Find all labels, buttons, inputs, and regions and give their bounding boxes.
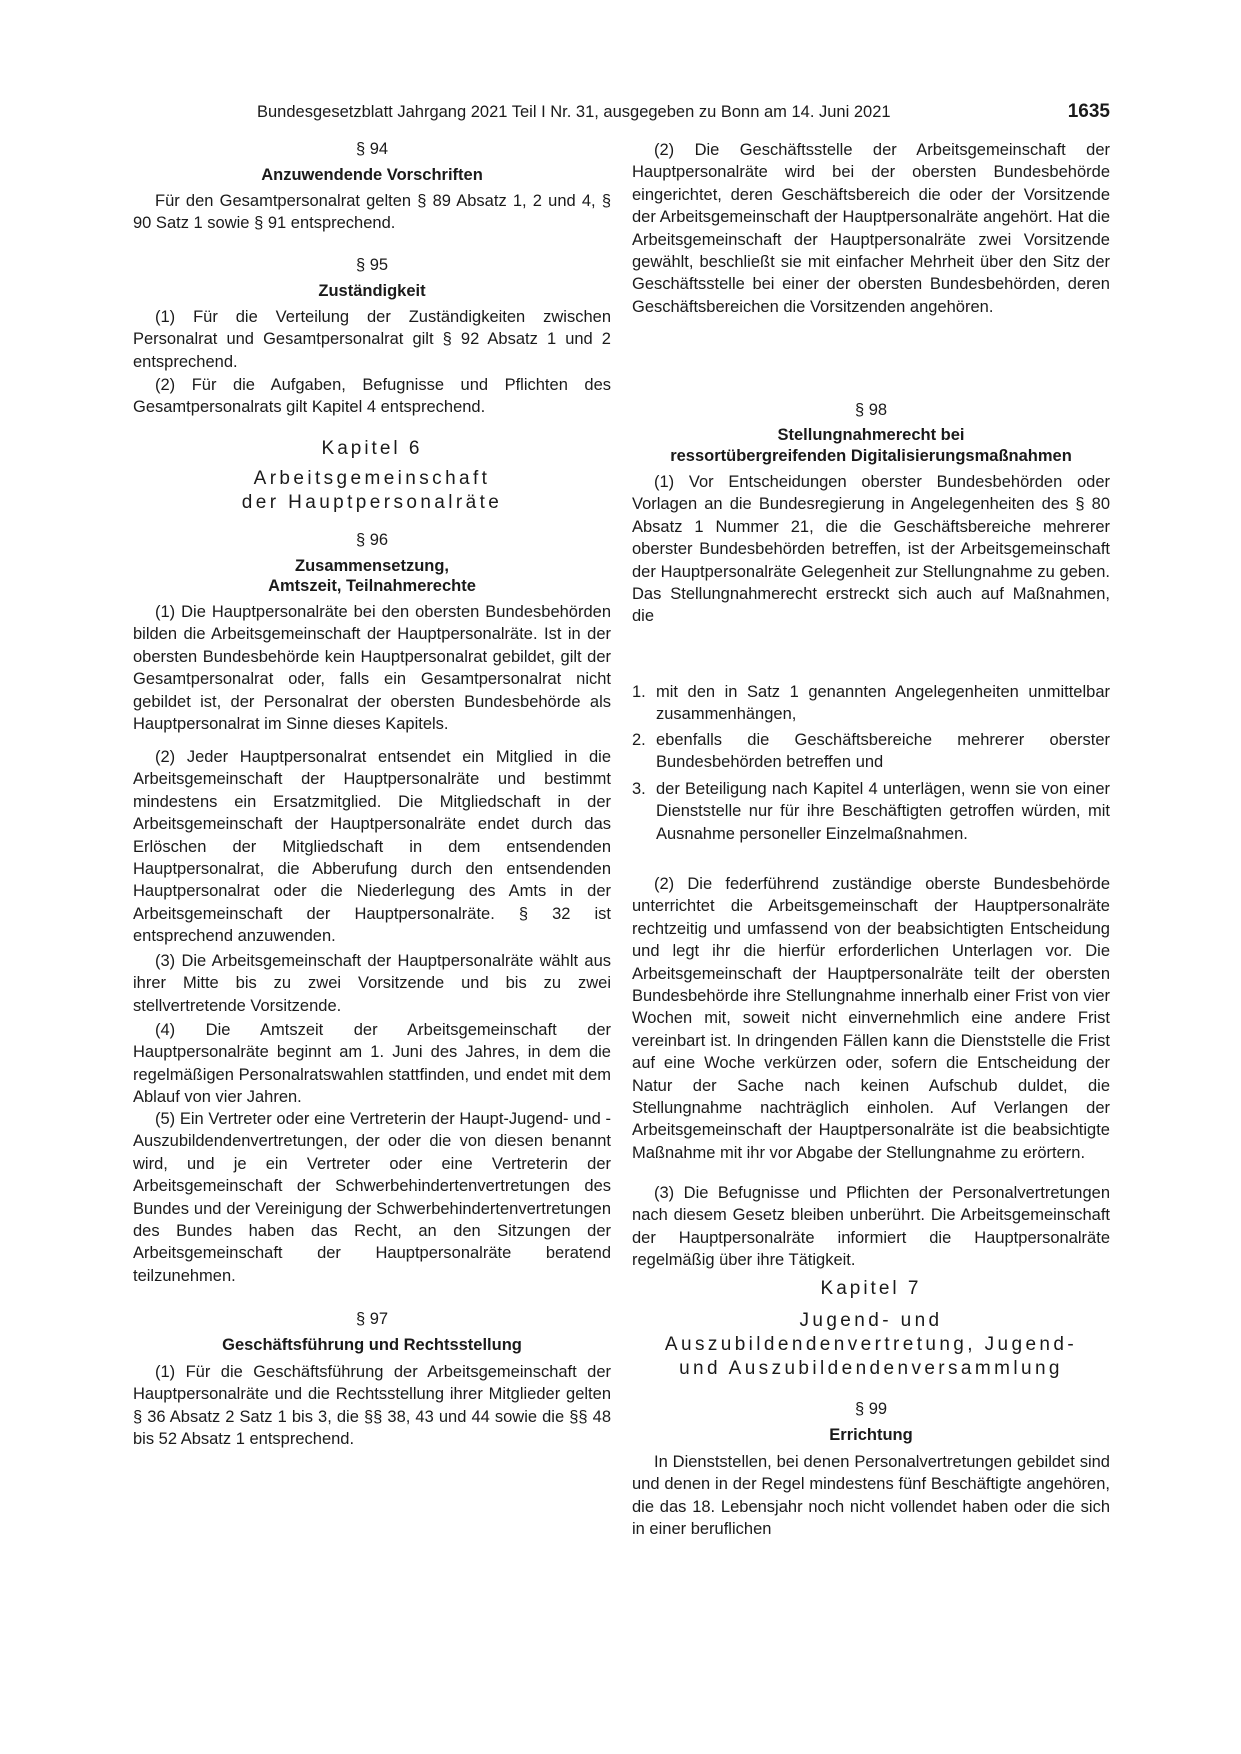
section-94-heading: Anzuwendende Vorschriften: [261, 166, 483, 184]
page-number: 1635: [1067, 101, 1110, 122]
section-98-heading-line-1: Stellungnahmerecht bei: [777, 426, 965, 444]
section-98-number: § 98: [854, 401, 888, 419]
chapter-7-title-line-2: Auszubildendenvertretung, Jugend-: [664, 1334, 1078, 1355]
section-95-heading: Zuständigkeit: [318, 282, 426, 300]
section-96-paragraph-4: (4) Die Amtszeit der Arbeitsgemeinschaft der Hauptpersonalräte beginnt am 1. Juni des Jahres, in dem die regelmäßigen Personalratswahlen stattfinden, und endet mit dem Ablauf von vier Jahren.: [133, 1021, 611, 1107]
chapter-7-title-line-3: und Auszubildendenversammlung: [679, 1358, 1063, 1379]
chapter-7-title-line-1: Jugend- und: [799, 1310, 943, 1331]
list-item-text: der Beteiligung nach Kapitel 4 unterlägen, wenn sie von einer Dienststelle nur für ihre Beschäftigten getroffen würden, mit Ausnahme personeller Einzelmaßnahmen.: [656, 780, 1110, 843]
chapter-6-title-line-1: Arbeitsgemeinschaft: [253, 468, 491, 489]
list-item-2: [632, 729, 1110, 774]
section-94-number: § 94: [355, 140, 389, 158]
section-96-number: § 96: [355, 531, 389, 549]
section-97-paragraph-2: (2) Die Geschäftsstelle der Arbeitsgemeinschaft der Hauptpersonalräte wird bei der obersten Bundesbehörde eingerichtet, deren Geschäftsbereich die oder der Vorsitzende der Arbeitsgemeinschaft der Hauptpersonalräte angehört. Hat die Arbeitsgemeinschaft der Hauptpersonalräte zwei Vorsitzende gewählt, beschließt sie mit einfacher Mehrheit über den Sitz der Geschäftsstelle bei einer der obersten Bundesbehörden, deren Geschäftsbereichen die Vorsitzenden angehören.: [632, 141, 1110, 316]
section-99-paragraph-1: In Dienststellen, bei denen Personalvertretungen gebildet sind und denen in der Regel mindestens fünf Beschäftigte angehören, die das 18. Lebensjahr noch nicht vollendet haben oder die sich in einer beruflichen: [632, 1453, 1110, 1539]
section-97-paragraph-1: (1) Für die Geschäftsführung der Arbeitsgemeinschaft der Hauptpersonalräte und die Rechtsstellung ihrer Mitglieder gelten § 36 Absatz 2 Satz 1 bis 3, die §§ 38, 43 und 44 sowie die §§ 48 bis 52 Absatz 1 entsprechend.: [133, 1363, 611, 1449]
list-item-text: ebenfalls die Geschäftsbereiche mehrerer oberster Bundesbehörden betreffen und: [656, 731, 1110, 772]
list-item-number: 1.: [632, 683, 646, 701]
section-99-heading: Errichtung: [829, 1426, 913, 1444]
chapter-7-label: Kapitel 7: [820, 1278, 922, 1299]
section-98-heading-line-2: ressortübergreifenden Digitalisierungsmaßnahmen: [670, 447, 1072, 465]
section-97-heading: Geschäftsführung und Rechtsstellung: [222, 1336, 522, 1354]
list-item-number: 3.: [632, 780, 646, 798]
page-header: [133, 99, 1110, 125]
section-95-paragraph-1: (1) Für die Verteilung der Zuständigkeiten zwischen Personalrat und Gesamtpersonalrat gilt § 92 Absatz 1 und 2 entsprechend.: [133, 308, 611, 371]
section-98-paragraph-3: (3) Die Befugnisse und Pflichten der Personalvertretungen nach diesem Gesetz bleiben unberührt. Die Arbeitsgemeinschaft der Hauptpersonalräte informiert die Hauptpersonalräte regelmäßig über ihre Tätigkeit.: [632, 1184, 1110, 1270]
list-item-number: 2.: [632, 731, 646, 749]
section-95-number: § 95: [355, 256, 389, 274]
list-item-1: [632, 681, 1110, 726]
section-96-paragraph-5: (5) Ein Vertreter oder eine Vertreterin der Haupt-Jugend- und -Auszubildendenvertretungen, der oder die von diesen benannt wird, und je ein Vertreter oder eine Vertreterin der Arbeitsgemeinschaft der Schwerbehindertenvertretungen des Bundes und der Vereinigung der Schwerbehindertenvertretungen des Bundes haben das Recht, an den Sitzungen der Arbeitsgemeinschaft der Hauptpersonalräte beratend teilzunehmen.: [133, 1110, 611, 1285]
list-item-text: mit den in Satz 1 genannten Angelegenheiten unmittelbar zusammenhängen,: [656, 683, 1110, 724]
section-94-paragraph: Für den Gesamtpersonalrat gelten § 89 Absatz 1, 2 und 4, § 90 Satz 1 sowie § 91 entsprechend.: [133, 192, 611, 233]
section-95-paragraph-2: (2) Für die Aufgaben, Befugnisse und Pflichten des Gesamtpersonalrats gilt Kapitel 4 entsprechend.: [133, 376, 611, 417]
section-98-paragraph-1: (1) Vor Entscheidungen oberster Bundesbehörden oder Vorlagen an die Bundesregierung in Angelegenheiten des § 80 Absatz 1 Nummer 21, die die Geschäftsbereiche mehrerer oberster Bundesbehörden betreffen, ist der Arbeitsgemeinschaft der Hauptpersonalräte Gelegenheit zur Stellungnahme zu geben. Das Stellungnahmerecht erstreckt sich auch auf Maßnahmen, die: [632, 473, 1110, 626]
section-99-number: § 99: [854, 1400, 888, 1418]
section-98-paragraph-2: (2) Die federführend zuständige oberste Bundesbehörde unterrichtet die Arbeitsgemeinschaft der Hauptpersonalräte rechtzeitig und umfassend von der beabsichtigten Entscheidung und legt ihr die hierfür erforderlichen Unterlagen vor. Die Arbeitsgemeinschaft der Hauptpersonalräte teilt der obersten Bundesbehörde ihre Stellungnahme innerhalb einer Frist von vier Wochen mit, soweit nicht einvernehmlich eine andere Frist vereinbart ist. In dringenden Fällen kann die Dienststelle die Frist auf eine Woche verkürzen oder, sofern die Entscheidung der Natur der Sache nach keinen Aufschub duldet, die Stellungnahme nachträglich einholen. Auf Verlangen der Arbeitsgemeinschaft der Hauptpersonalräte ist die beabsichtigte Maßnahme mit ihr vor Abgabe der Stellungnahme zu erörtern.: [632, 875, 1110, 1162]
section-96-paragraph-3: (3) Die Arbeitsgemeinschaft der Hauptpersonalräte wählt aus ihrer Mitte bis zu zwei Vorsitzende und bis zu zwei stellvertretende Vorsitzende.: [133, 952, 611, 1015]
list-item-3: [632, 778, 1110, 845]
section-96-heading-line-1: Zusammensetzung,: [294, 557, 450, 575]
header-title: Bundesgesetzblatt Jahrgang 2021 Teil I Nr. 31, ausgegeben zu Bonn am 14. Juni 2021: [257, 103, 891, 121]
section-96-paragraph-2: (2) Jeder Hauptpersonalrat entsendet ein Mitglied in die Arbeitsgemeinschaft der Hauptpersonalräte und bestimmt mindestens ein Ersatzmitglied. Die Mitgliedschaft in der Arbeitsgemeinschaft der Hauptpersonalräte endet durch das Erlöschen der Mitgliedschaft in dem entsendenden Hauptpersonalrat, die Abberufung durch den entsendenden Hauptpersonalrat oder die Niederlegung des Amts in der Arbeitsgemeinschaft der Hauptpersonalräte. § 32 ist entsprechend anzuwenden.: [133, 748, 611, 946]
section-96-heading-line-2: Amtszeit, Teilnahmerechte: [268, 577, 476, 595]
section-97-number: § 97: [355, 1310, 389, 1328]
chapter-6-label: Kapitel 6: [321, 438, 423, 459]
chapter-6-title-line-2: der Hauptpersonalräte: [241, 492, 503, 513]
section-96-paragraph-1: (1) Die Hauptpersonalräte bei den obersten Bundesbehörden bilden die Arbeitsgemeinschaft der Hauptpersonalräte. Ist in der obersten Bundesbehörde kein Hauptpersonalrat gebildet, gilt der Gesamtpersonalrat oder, falls ein Gesamtpersonalrat nicht gebildet ist, der Personalrat der obersten Bundesbehörde als Hauptpersonalrat im Sinne dieses Kapitels.: [133, 603, 611, 734]
